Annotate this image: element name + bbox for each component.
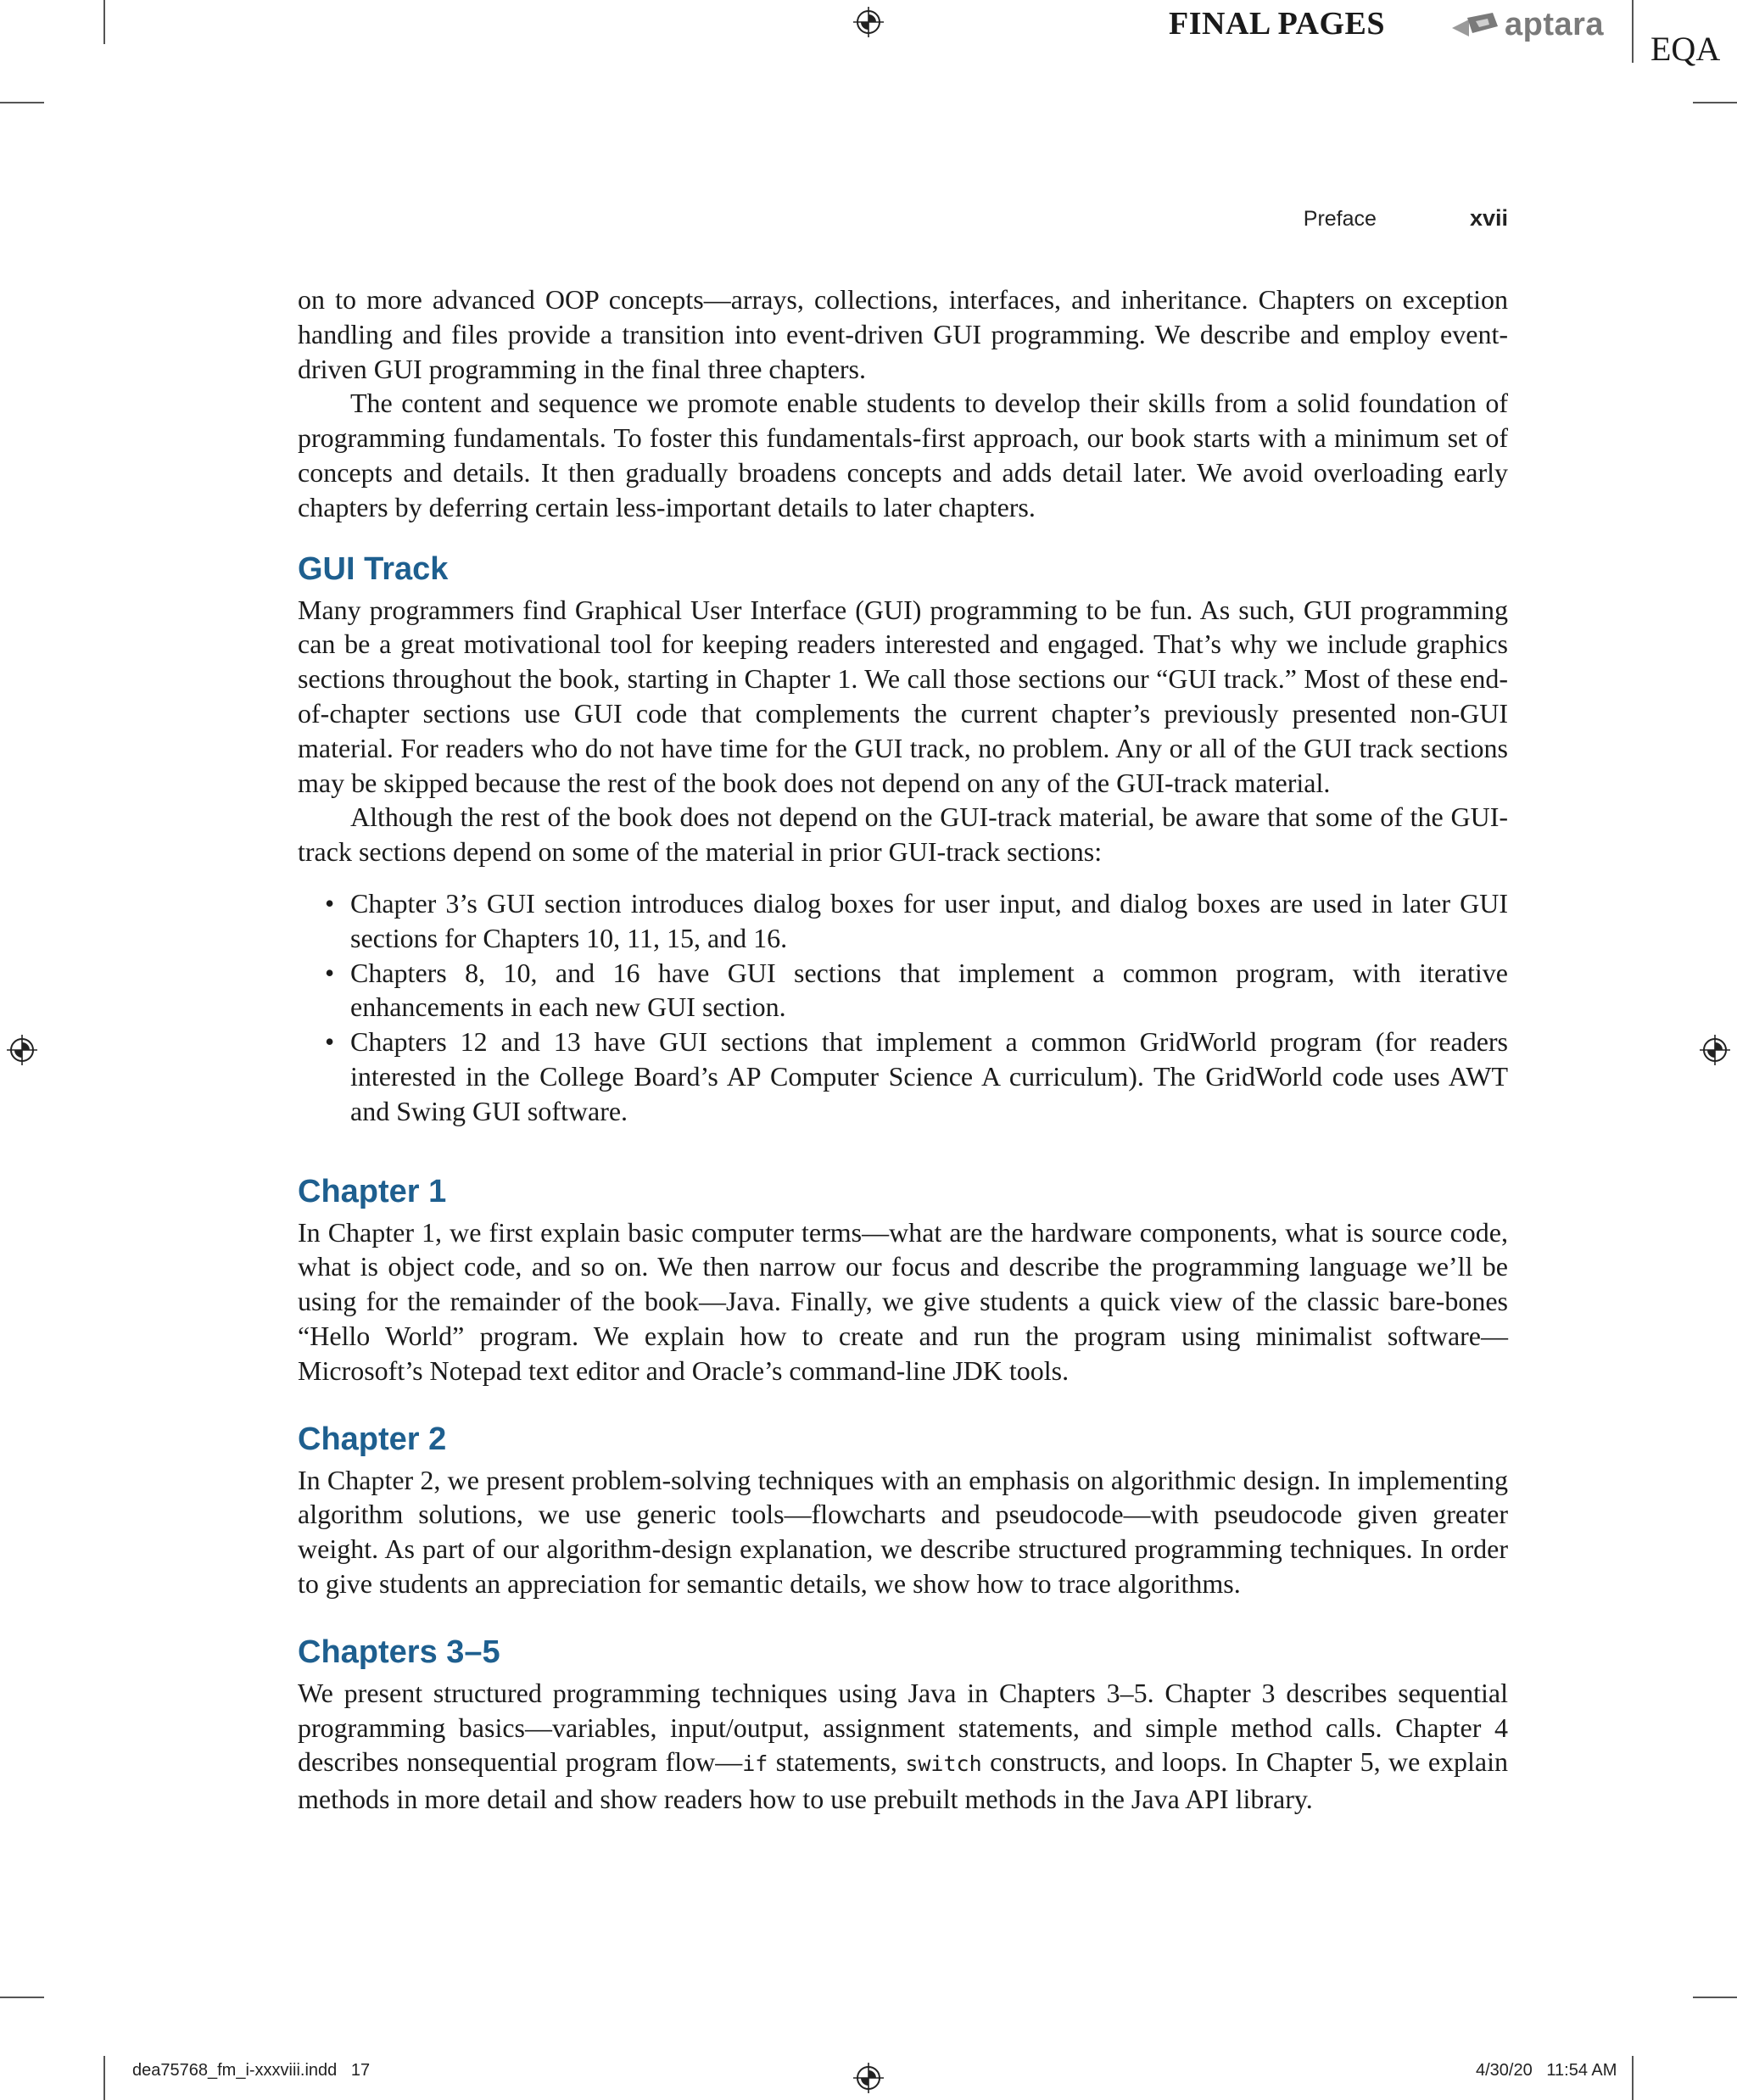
running-head-section: Preface [1303,207,1377,231]
crop-mark [1693,102,1737,103]
body-paragraph [298,1676,1508,1817]
crop-mark [1693,1997,1737,1998]
code-keyword-if: if [742,1751,768,1777]
running-head [1304,205,1508,232]
registration-mark-icon [853,2063,884,2093]
body-paragraph: In Chapter 2, we present problem-solving techniques with an emphasis on algorithmic design. In implementing algorithm solutions, we use generic tools—flowcharts and pseudocode—with pseudocode given greater weight. As part of our algorithm-design explanation, we describe structured programming techniques. In order to give students an appreciation for semantic details, we show how to trace algorithms. [298,1464,1508,1599]
eqa-label: EQA [1650,30,1721,68]
body-paragraph: The content and sequence we promote enable students to develop their skills from a solid foundation of programming fundamentals. To foster this fundamentals-first approach, our book starts with a minimum set of concepts and details. It then gradually broadens concepts and adds detail later. We avoid overloading early chapters by deferring certain less-important details to later chapters. [298,388,1508,522]
aptara-logo-text: aptara [1505,7,1605,42]
section-heading-chapter-1: Chapter 1 [298,1173,447,1209]
body-paragraph: In Chapter 1, we first explain basic computer terms—what are the hardware components, what is source code, what is object code, and so on. We then narrow our focus and describe the programming language we’ll be using for the remainder of the book—Java. Finally, we give students a quick view of the classic bare-bones “Hello World” program. We explain how to create and run the program using minimalist software—Microsoft’s Notepad text editor and Oracle’s command-line JDK tools. [298,1216,1508,1386]
section-heading-gui-track: GUI Track [298,550,449,587]
text-run: statements, [768,1746,906,1778]
aptara-logo-icon [1450,11,1500,40]
crop-mark [103,0,105,44]
registration-mark-icon [1700,1035,1730,1065]
crop-mark [1632,0,1634,63]
body-paragraph: Many programmers find Graphical User Interface (GUI) programming to be fun. As such, GUI programming can be a great motivational tool for keeping readers interested and engaged. That’s why we include graphics sections throughout the book, starting in Chapter 1. We call those sections our “GUI track.” Most of these end-of-chapter sections use GUI code that complements the current chapter’s previously presented non-GUI material. For readers who do not have time for the GUI track, no problem. Any or all of the GUI track sections may be skipped because the rest of the book does not depend on any of the GUI-track material. [298,594,1508,798]
crop-mark [0,102,44,103]
text-run: constructs, and loops. In Chapter 5, we explain methods in more detail and show readers how to use prebuilt methods in the Java API library. [298,1746,1508,1815]
aptara-logo [1450,7,1604,43]
crop-mark [103,2056,105,2100]
timestamp: 4/30/20 11:54 AM [1476,2061,1617,2080]
registration-mark-icon [853,7,884,37]
section-heading-chapters-3-5: Chapters 3–5 [298,1634,500,1670]
page-number: xvii [1469,205,1508,231]
list-item: • Chapter 3’s GUI section introduces dialog boxes for user input, and dialog boxes are used in later GUI sections for Chapters 10, 11, 15, and 16. [298,886,1508,956]
page-body [298,282,1508,1817]
file-slug: dea75768_fm_i-xxxviii.indd 17 [132,2061,371,2080]
bullet-list [298,886,1508,1129]
list-item: • Chapters 8, 10, and 16 have GUI sections that implement a common program, with iterative enhancements in each new GUI section. [298,956,1508,1025]
registration-mark-icon [7,1035,37,1065]
body-paragraph: on to more advanced OOP concepts—arrays, collections, interfaces, and inheritance. Chapters on exception handling and files provide a transition into event-driven GUI programming. We describe and employ event-driven GUI programming in the final three chapters. [298,284,1508,384]
text-run: We present structured programming techniques using Java in Chapters 3–5. Chapter 3 describes sequential programming basics—variables, input/output, assignment statements, and simple method calls. Chapter 4 describes nonsequential program flow— [298,1677,1508,1778]
list-item: • Chapters 12 and 13 have GUI sections that implement a common GridWorld program (for readers interested in the College Board’s AP Computer Science A curriculum). The GridWorld code uses AWT and Swing GUI software. [298,1025,1508,1128]
final-pages-label: FINAL PAGES [1169,6,1386,42]
section-heading-chapter-2: Chapter 2 [298,1421,447,1457]
body-paragraph: Although the rest of the book does not depend on the GUI-track material, be aware that some of the GUI-track sections depend on some of the material in prior GUI-track sections: [298,801,1508,868]
crop-mark [1632,2056,1634,2100]
code-keyword-switch: switch [905,1751,982,1777]
crop-mark [0,1997,44,1998]
